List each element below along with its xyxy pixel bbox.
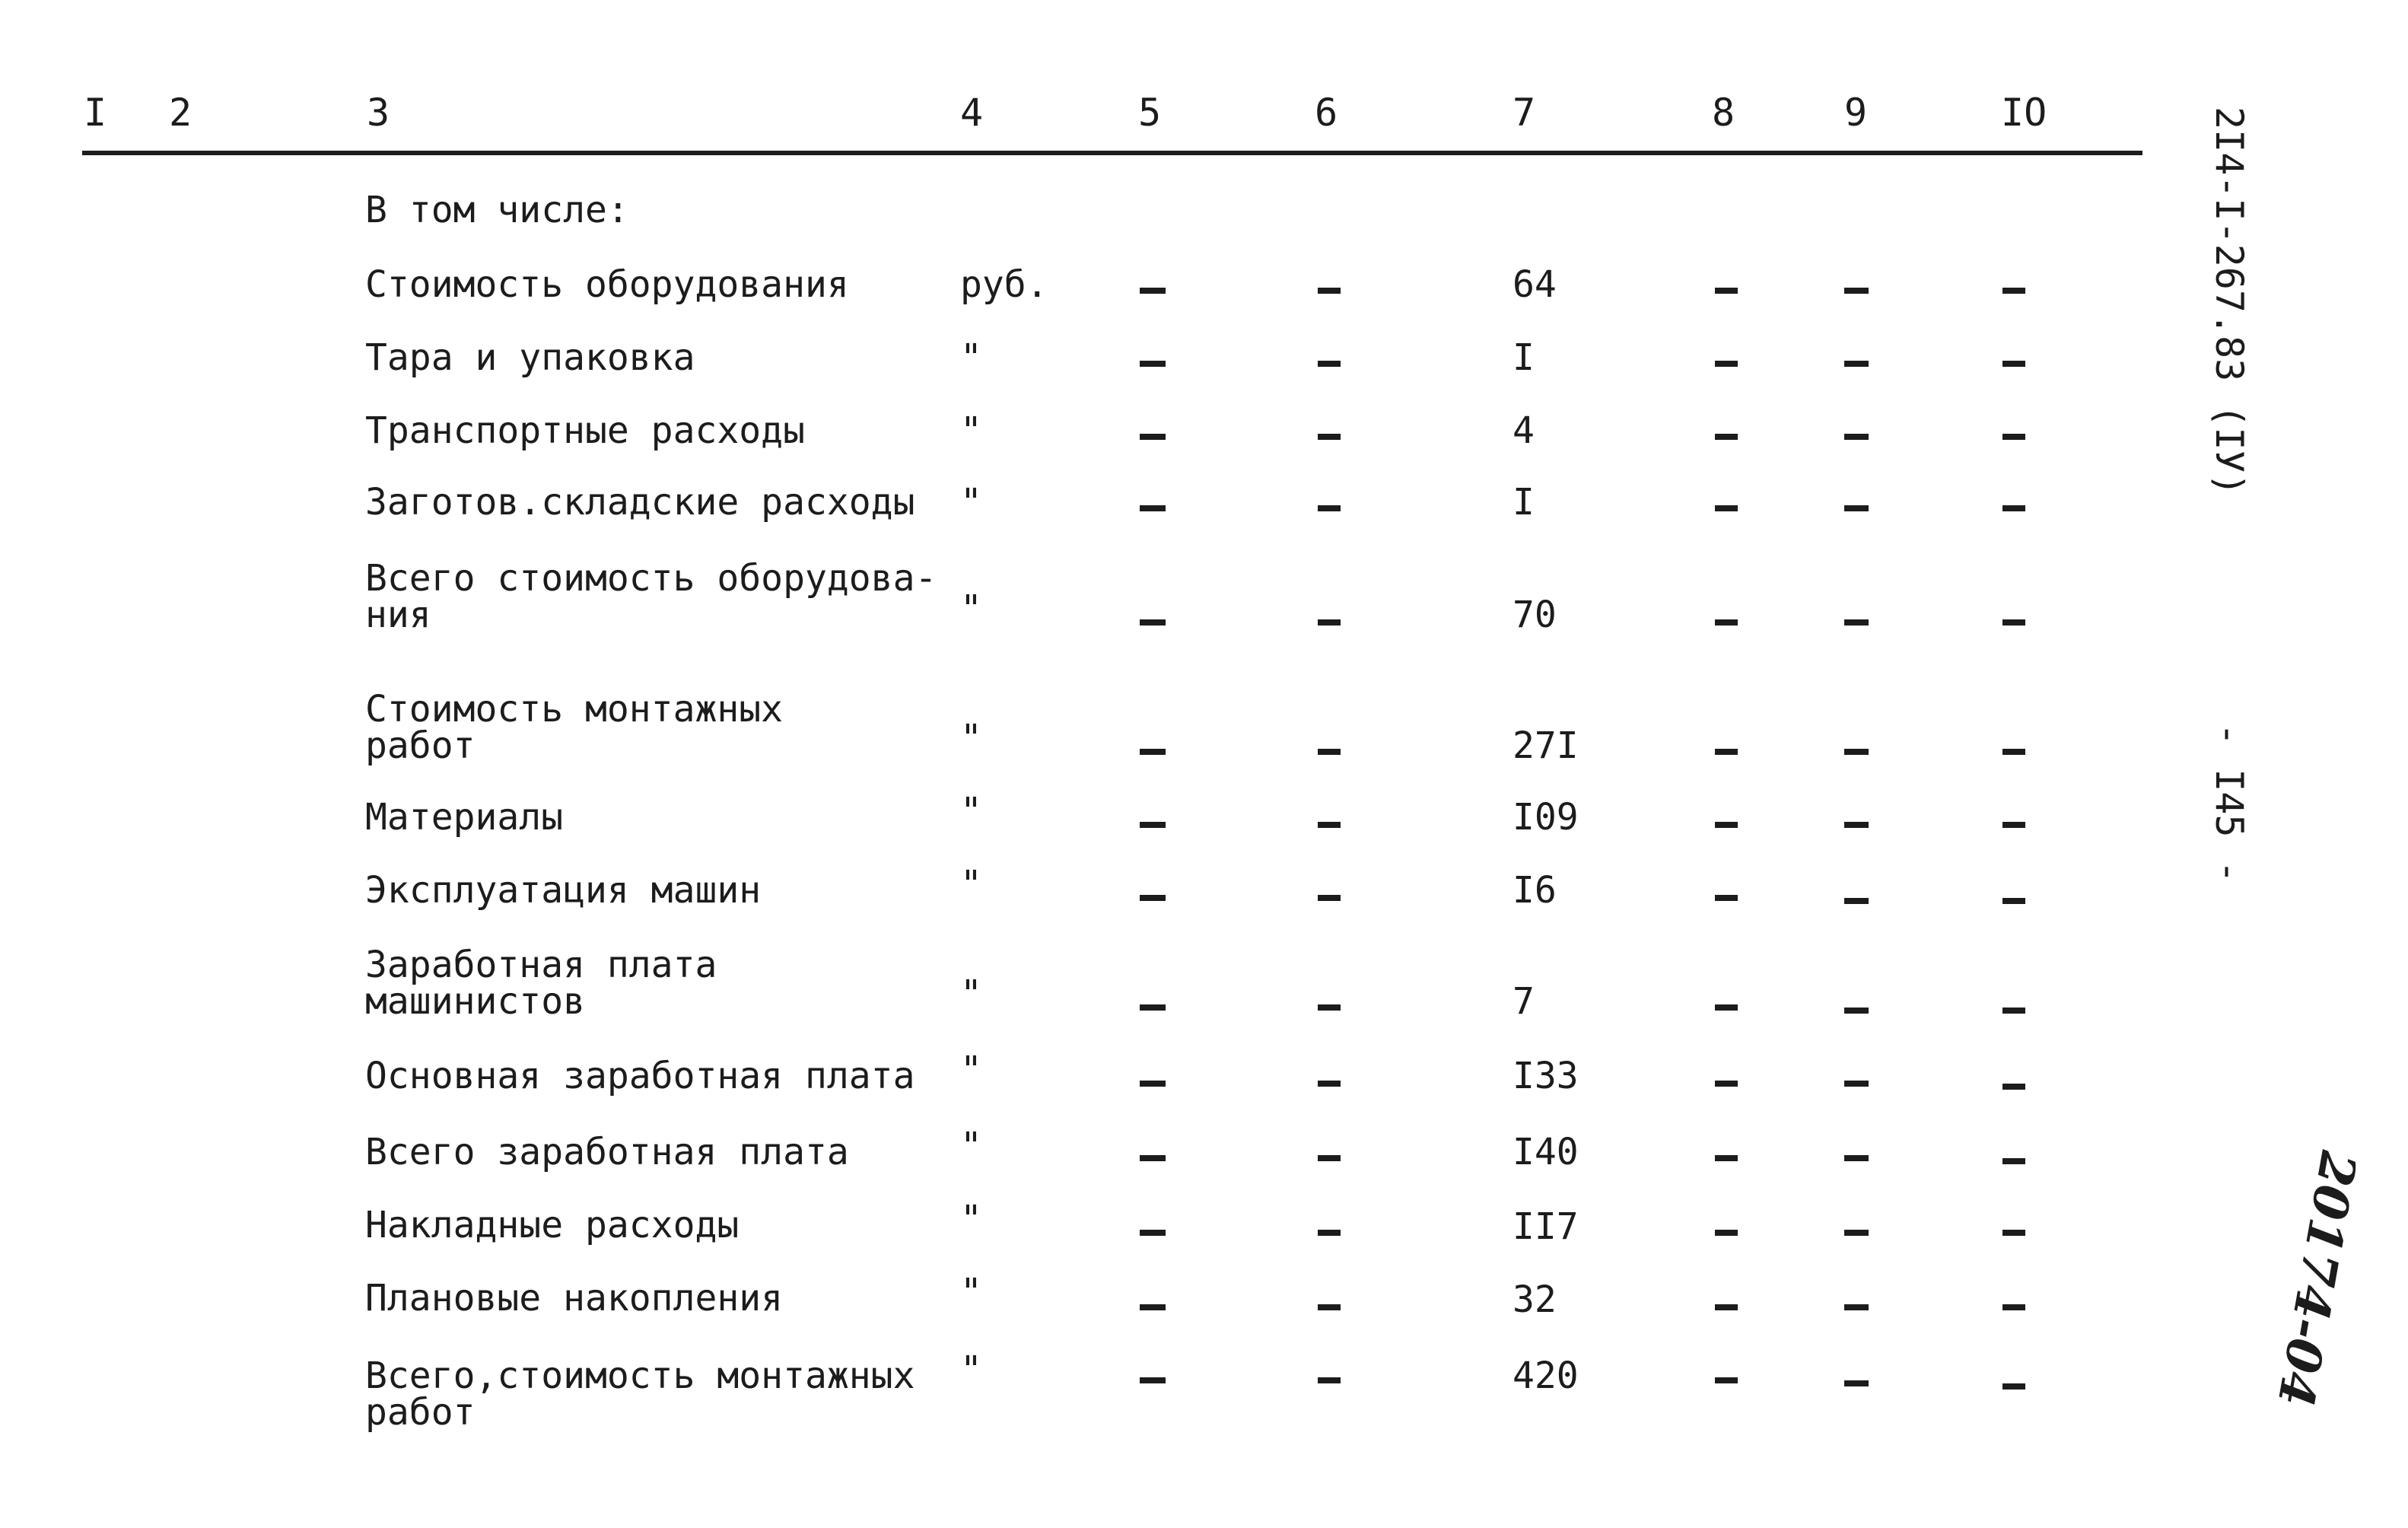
row-dash-c5 [1140,822,1166,828]
row-dash-c8 [1715,895,1738,901]
row-dash-c9 [1844,749,1869,755]
row-dash-c8 [1715,619,1738,626]
row-dash-c6 [1318,749,1341,755]
row-dash-c8 [1715,505,1738,511]
row-desc: Стоимость монтажных работ [365,688,784,767]
row-dash-c10 [2002,361,2025,367]
row-dash-c6 [1318,822,1341,828]
row-dash-c6 [1318,434,1341,440]
header-col-7: 7 [1513,91,1536,135]
row-dash-c5 [1140,1081,1166,1087]
row-dash-c9 [1844,1380,1869,1386]
row-unit: руб. [960,263,1048,306]
row-dash-c6 [1318,288,1341,294]
intro-text: В том числе: [365,189,629,231]
row-unit: " [960,863,982,906]
row-unit: " [960,1198,982,1240]
row-dash-c5 [1140,749,1166,755]
row-dash-c5 [1140,895,1166,901]
row-c7: I [1513,481,1535,524]
row-desc: Основная заработная плата [365,1055,915,1097]
row-c7: I [1513,336,1535,379]
row-c7: I40 [1513,1131,1579,1173]
row-unit: " [960,409,982,452]
row-dash-c9 [1844,505,1869,511]
row-dash-c9 [1844,1081,1869,1087]
row-dash-c10 [2002,898,2025,904]
row-dash-c9 [1844,288,1869,294]
row-dash-c10 [2002,749,2025,755]
row-dash-c8 [1715,1304,1738,1310]
row-dash-c9 [1844,1155,1869,1161]
row-unit: " [960,1125,982,1167]
document-code: 2I4-I-267.83 (IУ) [2207,107,2251,496]
row-dash-c10 [2002,1158,2025,1164]
row-dash-c8 [1715,1155,1738,1161]
row-dash-c6 [1318,1230,1341,1236]
row-dash-c9 [1844,1230,1869,1236]
row-c7: I6 [1513,869,1557,912]
header-col-1: I [84,91,107,135]
row-desc: Плановые накопления [365,1277,784,1319]
row-dash-c9 [1844,361,1869,367]
header-rule [82,151,2142,155]
row-desc: Тара и упаковка [365,336,695,379]
header-col-2: 2 [169,91,192,135]
row-desc: Эксплуатация машин [365,869,762,912]
row-c7: 64 [1513,263,1557,306]
row-dash-c8 [1715,1230,1738,1236]
header-col-4: 4 [960,91,984,135]
row-dash-c5 [1140,288,1166,294]
row-dash-c9 [1844,619,1869,626]
row-dash-c5 [1140,1155,1166,1161]
row-dash-c6 [1318,895,1341,901]
row-dash-c6 [1318,1081,1341,1087]
row-dash-c9 [1844,1008,1869,1014]
row-dash-c8 [1715,749,1738,755]
row-desc: Накладные расходы [365,1204,740,1246]
row-unit: " [960,790,982,832]
row-desc: Транспортные расходы [365,409,805,452]
header-col-3: 3 [367,91,390,135]
row-dash-c8 [1715,1004,1738,1011]
row-dash-c10 [2002,1008,2025,1014]
row-dash-c10 [2002,434,2025,440]
row-dash-c5 [1140,1304,1166,1310]
row-dash-c5 [1140,1230,1166,1236]
header-col-9: 9 [1844,91,1868,135]
row-desc: Всего стоимость оборудова- ния [365,557,937,636]
row-c7: 32 [1513,1278,1557,1321]
row-desc: Всего,стоимость монтажных работ [365,1355,915,1434]
row-dash-c9 [1844,822,1869,828]
row-dash-c9 [1844,898,1869,904]
row-dash-c6 [1318,619,1341,626]
row-dash-c6 [1318,1155,1341,1161]
row-c7: 7 [1513,980,1535,1023]
row-dash-c8 [1715,434,1738,440]
row-dash-c8 [1715,288,1738,294]
row-unit: " [960,1271,982,1313]
row-c7: 4 [1513,409,1535,452]
row-dash-c6 [1318,1004,1341,1011]
row-dash-c10 [2002,1084,2025,1090]
handwritten-number: 20174-04 [2266,1147,2367,1411]
row-unit: " [960,587,982,630]
row-desc: Материалы [365,796,564,839]
row-unit: " [960,336,982,379]
row-dash-c10 [2002,1383,2025,1390]
row-unit: " [960,481,982,524]
page-number: - I45 - [2207,723,2251,883]
row-c7: I09 [1513,796,1579,839]
row-unit: " [960,1049,982,1091]
row-c7: I33 [1513,1055,1579,1097]
row-dash-c6 [1318,505,1341,511]
row-desc: Всего заработная плата [365,1131,849,1173]
row-unit: " [960,717,982,759]
row-dash-c10 [2002,1230,2025,1236]
row-dash-c9 [1844,434,1869,440]
row-desc: Заготов.складские расходы [365,481,915,524]
header-col-6: 6 [1315,91,1338,135]
row-dash-c5 [1140,434,1166,440]
row-dash-c5 [1140,361,1166,367]
row-c7: II7 [1513,1205,1579,1248]
row-c7: 70 [1513,594,1557,636]
row-dash-c6 [1318,1377,1341,1383]
row-dash-c5 [1140,1377,1166,1383]
header-col-8: 8 [1712,91,1735,135]
row-dash-c10 [2002,619,2025,626]
row-c7: 420 [1513,1355,1579,1397]
row-dash-c8 [1715,1081,1738,1087]
row-dash-c10 [2002,822,2025,828]
row-c7: 27I [1513,724,1579,767]
row-desc: Заработная плата машинистов [365,944,717,1023]
row-dash-c9 [1844,1304,1869,1310]
row-dash-c8 [1715,822,1738,828]
row-dash-c10 [2002,1304,2025,1310]
row-unit: " [960,1348,982,1391]
header-col-5: 5 [1138,91,1162,135]
row-dash-c10 [2002,288,2025,294]
row-dash-c6 [1318,1304,1341,1310]
row-desc: Стоимость оборудования [365,263,849,306]
row-dash-c5 [1140,505,1166,511]
row-dash-c5 [1140,1004,1166,1011]
header-col-10: IO [2001,91,2047,135]
row-unit: " [960,973,982,1015]
row-dash-c8 [1715,361,1738,367]
row-dash-c5 [1140,619,1166,626]
row-dash-c8 [1715,1377,1738,1383]
row-dash-c6 [1318,361,1341,367]
row-dash-c10 [2002,505,2025,511]
